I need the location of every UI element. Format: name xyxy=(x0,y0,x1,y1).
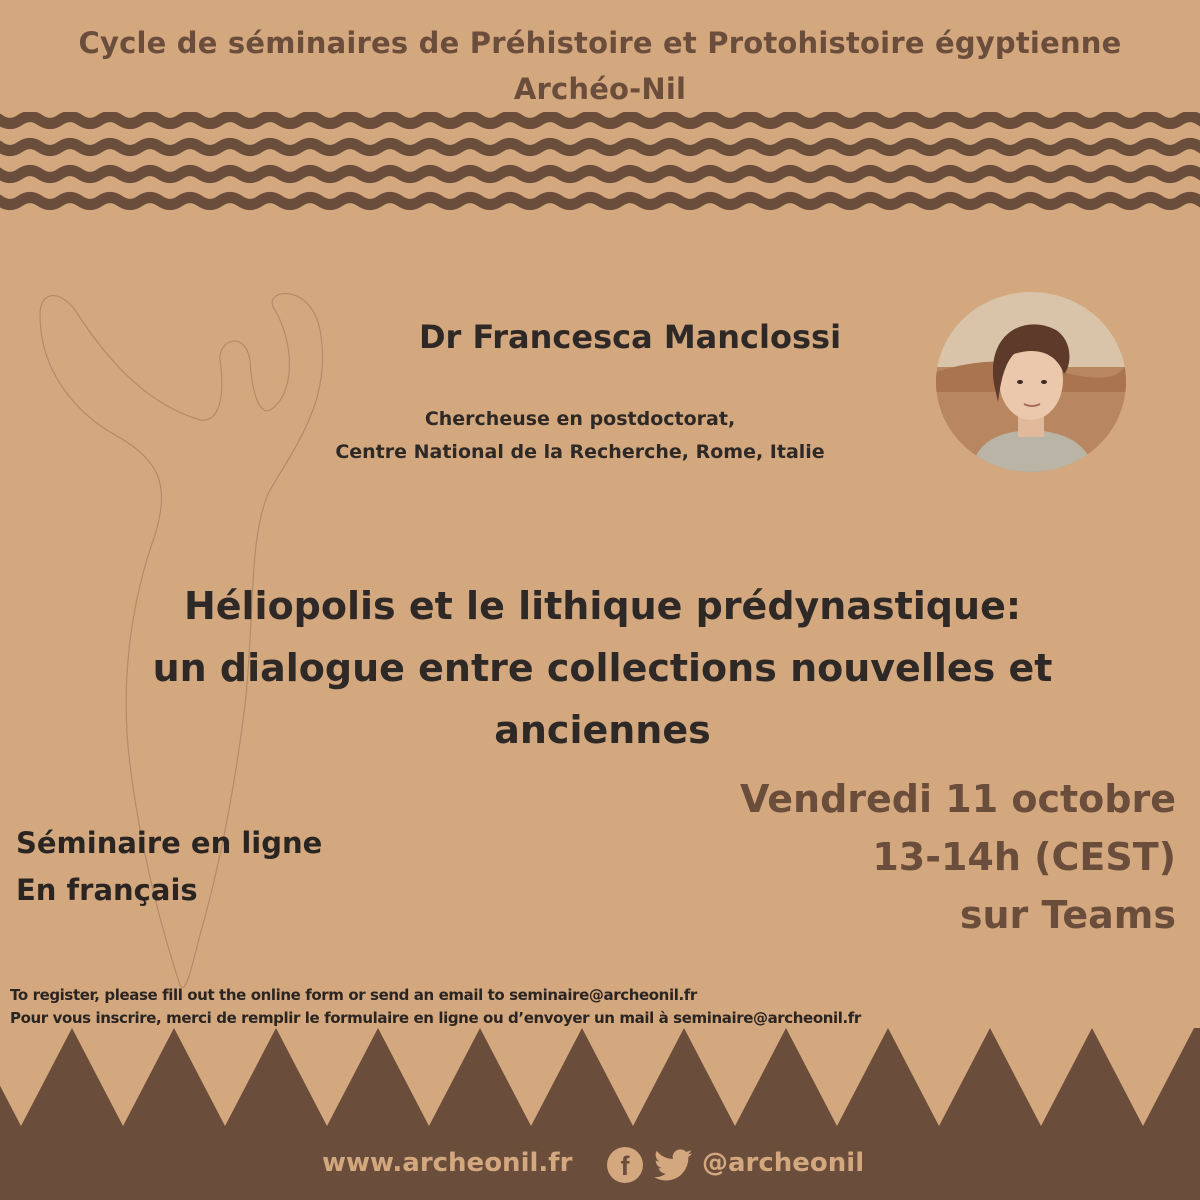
wave-line xyxy=(0,198,1200,205)
website-link[interactable]: www.archeonil.fr xyxy=(322,1148,573,1178)
twitter-icon[interactable] xyxy=(654,1149,694,1183)
registration-english: To register, please fill out the online form or send an email to seminaire@archeonil.fr xyxy=(10,986,697,1004)
pyramid-border xyxy=(0,1028,1200,1200)
social-handle[interactable]: @archeonil xyxy=(702,1148,865,1178)
seminar-time: 13-14h (CEST) xyxy=(872,835,1176,879)
facebook-icon[interactable]: f xyxy=(607,1147,643,1183)
wave-line xyxy=(0,171,1200,178)
talk-title-line-1: Héliopolis et le lithique prédynastique: xyxy=(183,584,1022,628)
seminar-language: En français xyxy=(16,873,198,907)
speaker-photo xyxy=(936,292,1126,472)
talk-title-line-2: un dialogue entre collections nouvelles et xyxy=(152,646,1053,690)
seminar-mode: Séminaire en ligne xyxy=(16,826,323,860)
speaker-name: Dr Francesca Manclossi xyxy=(418,318,842,356)
speaker-institution: Centre National de la Recherche, Rome, Italie xyxy=(335,441,825,463)
talk-title-line-3: anciennes xyxy=(494,708,711,752)
wave-line xyxy=(0,144,1200,151)
registration-french: Pour vous inscrire, merci de remplir le formulaire en ligne ou d’envoyer un mail à seminaire@archeonil.fr xyxy=(10,1009,861,1027)
series-title: Cycle de séminaires de Préhistoire et Protohistoire égyptienne xyxy=(78,26,1122,60)
wave-decoration xyxy=(0,112,1200,224)
seminar-date: Vendredi 11 octobre xyxy=(739,777,1176,821)
wave-line xyxy=(0,117,1200,124)
speaker-position: Chercheuse en postdoctorat, xyxy=(424,408,736,430)
organization-name: Archéo-Nil xyxy=(513,72,687,106)
seminar-platform: sur Teams xyxy=(959,893,1176,937)
